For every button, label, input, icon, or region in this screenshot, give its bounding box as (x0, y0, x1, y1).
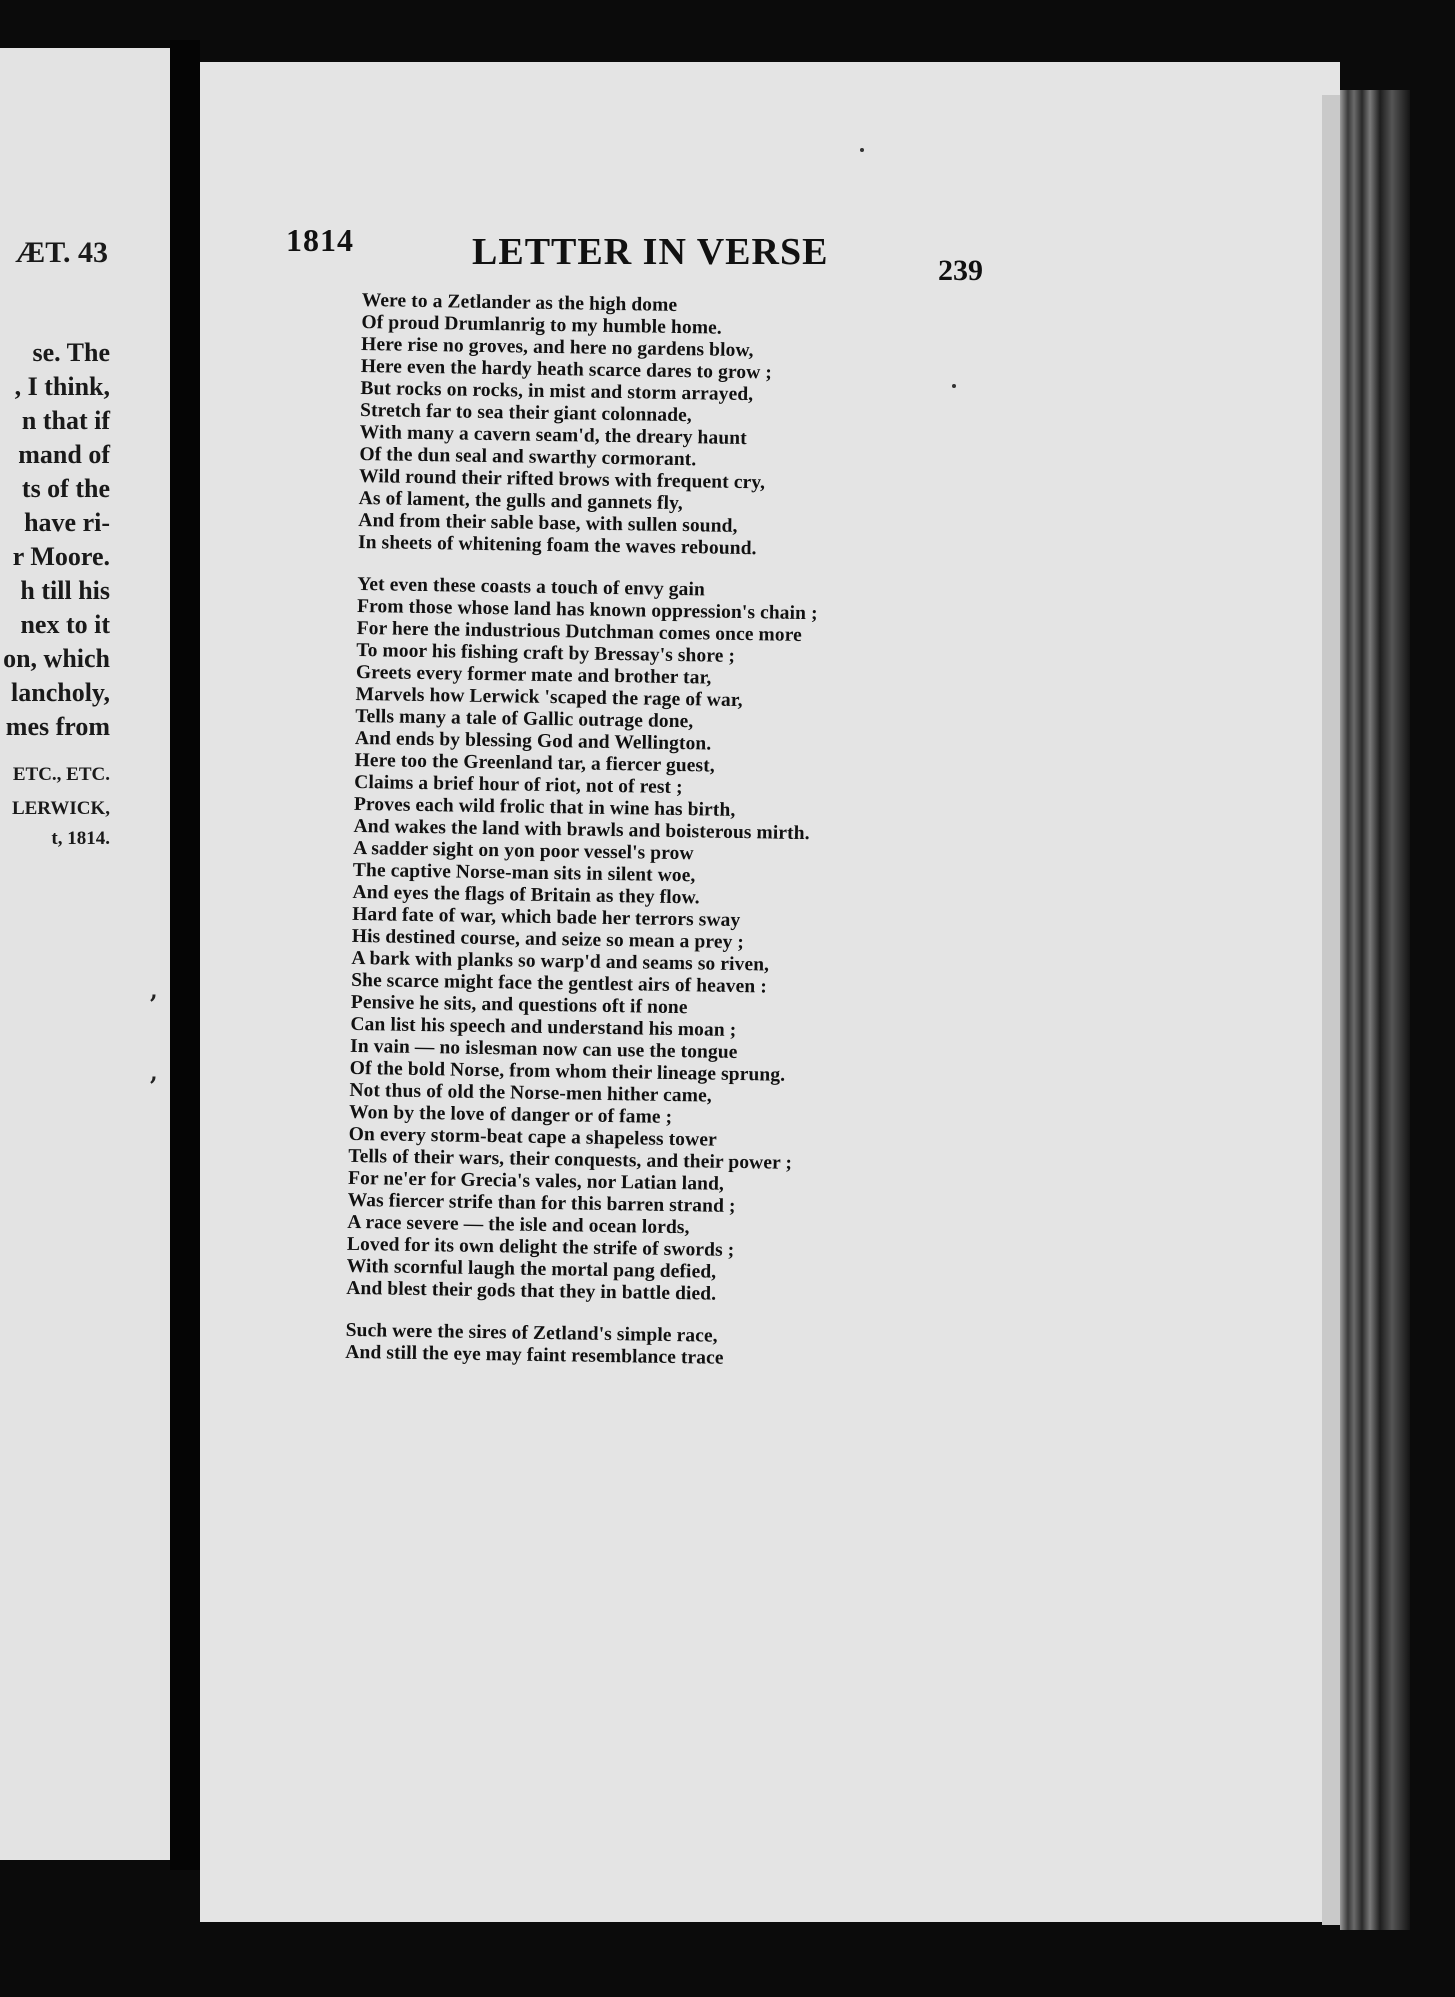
verse-line: To moor his fishing craft by Bressay's shore ; (356, 639, 736, 667)
verse-line: Tells many a tale of Gallic outrage done, (355, 705, 694, 733)
book-gutter (170, 40, 200, 1870)
stanza (345, 1320, 1066, 1375)
verse-line: Here even the hardy heath scarce dares to grow ; (360, 355, 773, 384)
left-page-line: have ri- (24, 508, 110, 537)
left-page-signature-line: LERWICK, (11, 798, 110, 819)
verse-line: Won by the love of danger or of fame ; (348, 1101, 673, 1128)
verse-line: For ne'er for Grecia's vales, nor Latian land, (347, 1167, 725, 1195)
verse-line: Can list his speech and understand his moan ; (350, 1013, 737, 1041)
left-page-header: ÆT. 43 (15, 236, 108, 269)
verse-line: And from their sable base, with sullen sound, (358, 509, 738, 537)
verse-line: A race severe — the isle and ocean lords, (347, 1211, 690, 1239)
verse-line: In vain — no islesman now can use the tongue (349, 1035, 738, 1063)
poem-body (345, 290, 1082, 1395)
verse-line: The captive Norse-man sits in silent woe, (352, 859, 696, 887)
verse-line: For here the industrious Dutchman comes once more (356, 617, 803, 646)
verse-line: She scarce might face the gentlest airs of heaven : (350, 969, 768, 998)
left-page-line: h till his (20, 576, 110, 605)
verse-line: And blest their gods that they in battle died. (346, 1277, 717, 1305)
verse-line: And ends by blessing God and Wellington. (354, 727, 712, 755)
left-page (0, 48, 170, 1860)
verse-line: Marvels how Lerwick 'scaped the rage of war, (355, 683, 743, 712)
verse-line: His destined course, and seize so mean a prey ; (351, 925, 745, 954)
verse-line: A sadder sight on yon poor vessel's prow (353, 837, 694, 865)
verse-line: Were to a Zetlander as the high dome (361, 290, 678, 316)
verse-line: As of lament, the gulls and gannets fly, (358, 487, 684, 515)
left-page-line: se. The (32, 338, 110, 367)
verse-line: Claims a brief hour of riot, not of rest ; (354, 771, 683, 799)
stanza (346, 574, 1077, 1311)
verse-line: Of proud Drumlanrig to my humble home. (361, 311, 723, 339)
verse-line: And still the eye may faint resemblance trace (345, 1341, 724, 1369)
verse-line: With scornful laugh the mortal pang defied, (346, 1255, 717, 1283)
verse-line: With many a cavern seam'd, the dreary haunt (359, 421, 747, 450)
verse-line: Of the bold Norse, from whom their lineage sprung. (349, 1057, 786, 1086)
left-page-line: nex to it (20, 610, 110, 639)
verse-line: On every storm-beat cape a shapeless tower (348, 1123, 717, 1151)
verse-line: Was fiercer strife than for this barren strand ; (347, 1189, 736, 1217)
left-page-mark: , (150, 978, 158, 1004)
verse-line: Stretch far to sea their giant colonnade, (359, 399, 693, 427)
verse-line: Such were the sires of Zetland's simple race, (345, 1319, 718, 1347)
left-page-line: lancholy, (11, 678, 110, 707)
page-number: 239 (938, 254, 983, 287)
speck (860, 148, 864, 152)
page-edge-highlight (1322, 95, 1340, 1925)
verse-line: A bark with planks so warp'd and seams so riven, (351, 947, 770, 976)
verse-line: Yet even these coasts a touch of envy gain (357, 573, 706, 601)
verse-line: Here rise no groves, and here no gardens blow, (360, 333, 754, 362)
stanza (358, 290, 1082, 565)
verse-line: Wild round their rifted brows with frequent cry, (358, 465, 766, 494)
left-page-line: , I think, (14, 372, 110, 401)
verse-line: But rocks on rocks, in mist and storm arrayed, (360, 377, 754, 406)
left-page-line: n that if (21, 406, 110, 435)
verse-line: Here too the Greenland tar, a fiercer guest, (354, 749, 715, 777)
verse-line: And eyes the flags of Britain as they flow. (352, 881, 700, 909)
left-page-signature-line: t, 1814. (51, 828, 110, 849)
page-year: 1814 (286, 222, 354, 258)
verse-line: Not thus of old the Norse-men hither came, (349, 1079, 712, 1107)
verse-line: Hard fate of war, which bade her terrors sway (352, 903, 741, 932)
left-page-mark: , (150, 1060, 158, 1086)
verse-line: Pensive he sits, and questions oft if none (350, 991, 688, 1019)
left-page-line: ts of the (21, 474, 110, 503)
verse-line: And wakes the land with brawls and boisterous mirth. (353, 815, 810, 845)
left-page-line: mes from (5, 712, 110, 741)
verse-line: Loved for its own delight the strife of swords ; (346, 1233, 735, 1261)
left-page-line: on, which (3, 644, 110, 673)
verse-line: In sheets of whitening foam the waves rebound. (357, 531, 757, 560)
verse-line: From those whose land has known oppression's chain ; (356, 595, 818, 625)
right-page (200, 62, 1340, 1922)
verse-line: Proves each wild frolic that in wine has birth, (353, 793, 736, 821)
verse-line: Tells of their wars, their conquests, and their power ; (348, 1145, 793, 1174)
left-page-line: mand of (18, 440, 110, 469)
left-page-signature-line: ETC., ETC. (12, 764, 110, 785)
book-page-edges (1340, 90, 1410, 1930)
speck (952, 384, 956, 388)
page-title: LETTER IN VERSE (472, 231, 829, 273)
verse-line: Of the dun seal and swarthy cormorant. (359, 443, 697, 471)
verse-line: Greets every former mate and brother tar, (355, 661, 712, 689)
left-page-line: r Moore. (12, 542, 110, 571)
